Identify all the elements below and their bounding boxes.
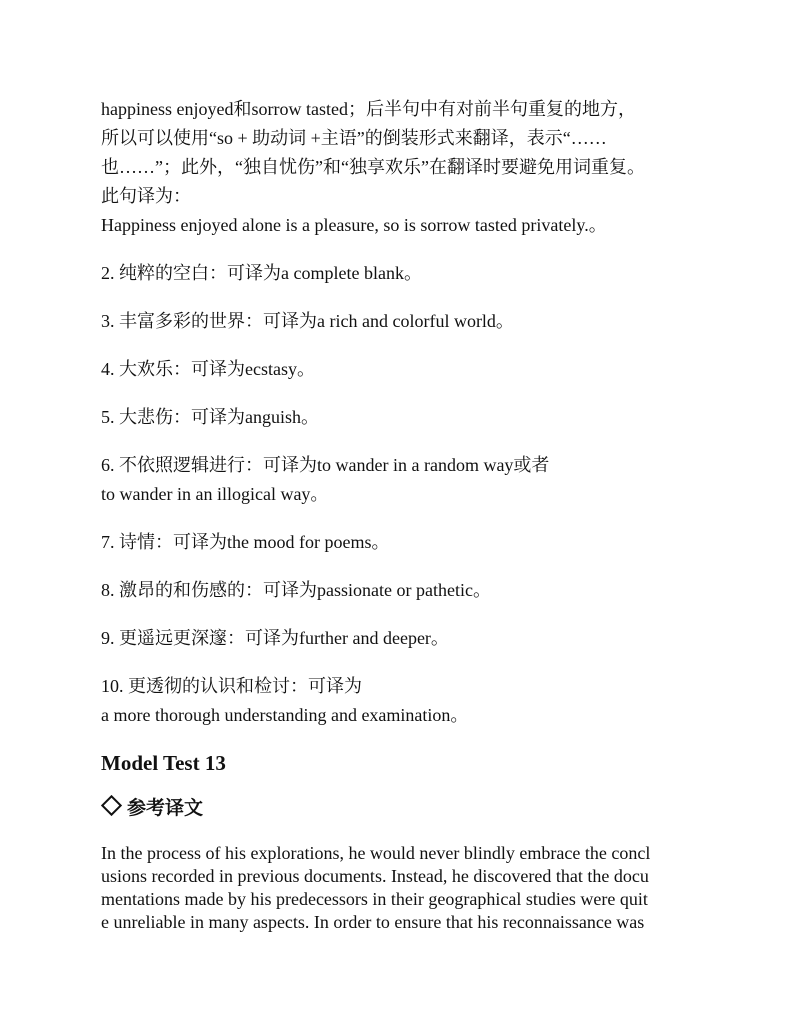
section-subtitle bbox=[101, 794, 701, 824]
list-item-text: a more thorough understanding and examination。 bbox=[101, 705, 469, 725]
list-item-text: 4. 大欢乐：可译为ecstasy。 bbox=[101, 359, 315, 379]
list-item bbox=[101, 528, 701, 557]
intro-line: 所以可以使用“so + 助动词 +主语”的倒装形式来翻译，表示“…… bbox=[101, 128, 607, 148]
intro-line: Happiness enjoyed alone is a pleasure, so is sorrow tasted privately.。 bbox=[101, 215, 607, 235]
intro-paragraph bbox=[101, 95, 701, 240]
intro-line: 此句译为： bbox=[101, 186, 191, 206]
list-item-text: 8. 激昂的和伤感的：可译为passionate or pathetic。 bbox=[101, 580, 491, 600]
section-title: Model Test 13 bbox=[101, 751, 226, 775]
list-item bbox=[101, 355, 701, 384]
list-item bbox=[101, 672, 701, 730]
list-item-text: 3. 丰富多彩的世界：可译为a rich and colorful world。 bbox=[101, 311, 514, 331]
list-item-text: 5. 大悲伤：可译为anguish。 bbox=[101, 407, 319, 427]
intro-line: 也……”；此外，“独自忧伤”和“独享欢乐”在翻译时要避免用词重复。 bbox=[101, 157, 645, 177]
list-item bbox=[101, 403, 701, 432]
list-item bbox=[101, 451, 701, 509]
body-line: In the process of his explorations, he would never blindly embrace the concl bbox=[101, 843, 651, 863]
list-item-text: to wander in an illogical way。 bbox=[101, 484, 329, 504]
translation-paragraph bbox=[101, 842, 701, 934]
section-subtitle-text: 参考译文 bbox=[127, 798, 204, 819]
list-item bbox=[101, 576, 701, 605]
list-item bbox=[101, 259, 701, 288]
body-line: usions recorded in previous documents. Instead, he discovered that the docu bbox=[101, 866, 649, 886]
body-line: e unreliable in many aspects. In order to ensure that his reconnaissance was bbox=[101, 912, 645, 932]
list-item-text: 10. 更透彻的认识和检讨：可译为 bbox=[101, 676, 362, 696]
list-item-text: 9. 更遥远更深邃：可译为further and deeper。 bbox=[101, 628, 449, 648]
list-item bbox=[101, 624, 701, 653]
body-line: mentations made by his predecessors in their geographical studies were quit bbox=[101, 889, 648, 909]
list-item-text: 7. 诗情：可译为the mood for poems。 bbox=[101, 532, 390, 552]
list-item-text: 6. 不依照逻辑进行：可译为to wander in a random way或者 bbox=[101, 455, 550, 475]
intro-line: happiness enjoyed和sorrow tasted；后半句中有对前半句重复的地方， bbox=[101, 99, 636, 119]
list-item-text: 2. 纯粹的空白：可译为a complete blank。 bbox=[101, 263, 422, 283]
list-item bbox=[101, 307, 701, 336]
diamond-icon bbox=[101, 795, 122, 816]
document-page bbox=[101, 95, 701, 934]
